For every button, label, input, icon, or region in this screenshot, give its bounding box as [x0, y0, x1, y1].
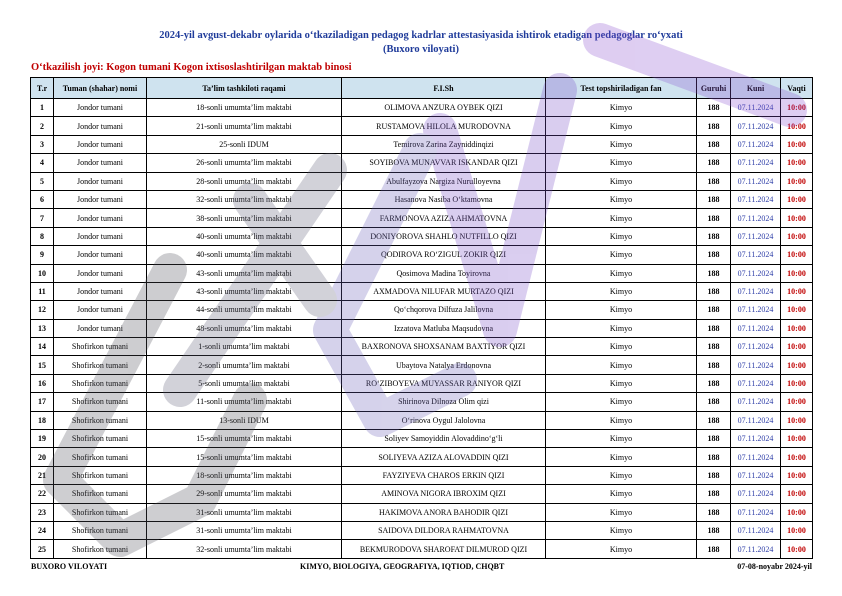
full-name: QODIROVA RO‘ZIGUL ZOKIR QIZI: [342, 246, 546, 264]
full-name: Qosimova Madina Toyirovna: [342, 264, 546, 282]
full-name: BAXRONOVA SHOXSANAM BAXTIYOR QIZI: [342, 338, 546, 356]
school-name: 18-sonli umumta’lim maktabi: [147, 99, 342, 117]
school-name: 48-sonli umumta’lim maktabi: [147, 319, 342, 337]
row-number: 11: [31, 282, 54, 300]
school-name: 29-sonli umumta’lim maktabi: [147, 485, 342, 503]
subject: Kimyo: [546, 393, 697, 411]
exam-date: 07.11.2024: [731, 466, 781, 484]
exam-time: 10:00: [781, 117, 813, 135]
district-name: Jondor tumani: [54, 172, 147, 190]
school-name: 32-sonli umumta’lim maktabi: [147, 190, 342, 208]
full-name: HAKIMOVA ANORA BAHODIR QIZI: [342, 503, 546, 521]
subject: Kimyo: [546, 99, 697, 117]
exam-time: 10:00: [781, 521, 813, 539]
group: 188: [697, 411, 731, 429]
group: 188: [697, 246, 731, 264]
full-name: SAIDOVA DILDORA RAHMATOVNA: [342, 521, 546, 539]
group: 188: [697, 264, 731, 282]
exam-time: 10:00: [781, 264, 813, 282]
footer-region: BUXORO VILOYATI: [31, 562, 108, 571]
exam-date: 07.11.2024: [731, 430, 781, 448]
subject: Kimyo: [546, 374, 697, 392]
subject: Kimyo: [546, 246, 697, 264]
exam-date: 07.11.2024: [731, 227, 781, 245]
exam-date: 07.11.2024: [731, 374, 781, 392]
exam-date: 07.11.2024: [731, 209, 781, 227]
header-cell: F.I.Sh: [342, 78, 546, 99]
full-name: FAYZIYEVA CHAROS ERKIN QIZI: [342, 466, 546, 484]
district-name: Jondor tumani: [54, 319, 147, 337]
table-row: [31, 430, 813, 448]
table-row: [31, 356, 813, 374]
exam-time: 10:00: [781, 209, 813, 227]
group: 188: [697, 301, 731, 319]
table-row: [31, 117, 813, 135]
subject: Kimyo: [546, 338, 697, 356]
exam-time: 10:00: [781, 411, 813, 429]
header-cell: Test topshiriladigan fan: [546, 78, 697, 99]
group: 188: [697, 117, 731, 135]
district-name: Shofirkon tumani: [54, 503, 147, 521]
row-number: 7: [31, 209, 54, 227]
school-name: 40-sonli umumta’lim maktabi: [147, 246, 342, 264]
exam-date: 07.11.2024: [731, 503, 781, 521]
exam-date: 07.11.2024: [731, 319, 781, 337]
full-name: SOLIYEVA AZIZA ALOVADDIN QIZI: [342, 448, 546, 466]
table-row: [31, 411, 813, 429]
subject: Kimyo: [546, 117, 697, 135]
district-name: Jondor tumani: [54, 135, 147, 153]
school-name: 5-sonli umumta’lim maktabi: [147, 374, 342, 392]
subject: Kimyo: [546, 301, 697, 319]
row-number: 1: [31, 99, 54, 117]
exam-date: 07.11.2024: [731, 448, 781, 466]
table-row: [31, 485, 813, 503]
row-number: 23: [31, 503, 54, 521]
group: 188: [697, 430, 731, 448]
school-name: 31-sonli umumta’lim maktabi: [147, 521, 342, 539]
group: 188: [697, 282, 731, 300]
row-number: 16: [31, 374, 54, 392]
exam-time: 10:00: [781, 356, 813, 374]
school-name: 13-sonli IDUM: [147, 411, 342, 429]
row-number: 3: [31, 135, 54, 153]
exam-date: 07.11.2024: [731, 411, 781, 429]
row-number: 18: [31, 411, 54, 429]
table-row: [31, 503, 813, 521]
group: 188: [697, 154, 731, 172]
full-name: Izzatova Matluba Maqsudovna: [342, 319, 546, 337]
district-name: Jondor tumani: [54, 99, 147, 117]
subject: Kimyo: [546, 172, 697, 190]
row-number: 6: [31, 190, 54, 208]
subject: Kimyo: [546, 154, 697, 172]
row-number: 4: [31, 154, 54, 172]
exam-date: 07.11.2024: [731, 521, 781, 539]
table-row: [31, 393, 813, 411]
participants-table: [30, 77, 813, 559]
subject: Kimyo: [546, 190, 697, 208]
full-name: Ubaytova Natalya Erdonovna: [342, 356, 546, 374]
exam-time: 10:00: [781, 466, 813, 484]
district-name: Jondor tumani: [54, 246, 147, 264]
table-row: [31, 190, 813, 208]
subject: Kimyo: [546, 521, 697, 539]
exam-time: 10:00: [781, 227, 813, 245]
district-name: Shofirkon tumani: [54, 430, 147, 448]
exam-date: 07.11.2024: [731, 393, 781, 411]
subject: Kimyo: [546, 282, 697, 300]
full-name: Qo‘chqorova Dilfuza Jalilovna: [342, 301, 546, 319]
subject: Kimyo: [546, 264, 697, 282]
table-row: [31, 154, 813, 172]
group: 188: [697, 521, 731, 539]
school-name: 40-sonli umumta’lim maktabi: [147, 227, 342, 245]
table-row: [31, 172, 813, 190]
table-row: [31, 135, 813, 153]
group: 188: [697, 356, 731, 374]
table-row: [31, 282, 813, 300]
table-row: [31, 99, 813, 117]
table-row: [31, 246, 813, 264]
row-number: 8: [31, 227, 54, 245]
school-name: 43-sonli umumta’lim maktabi: [147, 264, 342, 282]
row-number: 25: [31, 540, 54, 558]
group: 188: [697, 540, 731, 558]
district-name: Jondor tumani: [54, 227, 147, 245]
footer-subjects: KIMYO, BIOLOGIYA, GEOGRAFIYA, IQTIOD, CHQBT: [300, 562, 505, 571]
exam-time: 10:00: [781, 301, 813, 319]
school-name: 26-sonli umumta’lim maktabi: [147, 154, 342, 172]
row-number: 15: [31, 356, 54, 374]
subject: Kimyo: [546, 135, 697, 153]
table-header-row: [31, 78, 813, 99]
school-name: 1-sonli umumta’lim maktabi: [147, 338, 342, 356]
district-name: Jondor tumani: [54, 154, 147, 172]
group: 188: [697, 393, 731, 411]
full-name: AXMADOVA NILUFAR MURTAZO QIZI: [342, 282, 546, 300]
subject: Kimyo: [546, 319, 697, 337]
exam-location: O‘tkazilish joyi: Kogon tumani Kogon ixtisoslashtirilgan maktab binosi: [31, 62, 352, 73]
table-row: [31, 521, 813, 539]
district-name: Shofirkon tumani: [54, 338, 147, 356]
full-name: SOYIBOVA MUNAVVAR ISKANDAR QIZI: [342, 154, 546, 172]
full-name: O‘rinova Oygul Jalolovna: [342, 411, 546, 429]
group: 188: [697, 503, 731, 521]
header-cell: Guruhi: [697, 78, 731, 99]
document-title: 2024-yil avgust-dekabr oylarida o‘tkaziladigan pedagog kadrlar attestasiyasida ishtirok etadigan pedagoglar ro‘yxati: [159, 30, 683, 41]
row-number: 14: [31, 338, 54, 356]
group: 188: [697, 209, 731, 227]
exam-date: 07.11.2024: [731, 301, 781, 319]
school-name: 18-sonli umumta’lim maktabi: [147, 466, 342, 484]
group: 188: [697, 338, 731, 356]
exam-time: 10:00: [781, 190, 813, 208]
full-name: RO‘ZIBOYEVA MUYASSAR RANIYOR QIZI: [342, 374, 546, 392]
header-cell: Vaqti: [781, 78, 813, 99]
district-name: Shofirkon tumani: [54, 466, 147, 484]
exam-time: 10:00: [781, 430, 813, 448]
table-row: [31, 466, 813, 484]
table-row: [31, 338, 813, 356]
exam-date: 07.11.2024: [731, 135, 781, 153]
school-name: 38-sonli umumta’lim maktabi: [147, 209, 342, 227]
district-name: Jondor tumani: [54, 301, 147, 319]
district-name: Shofirkon tumani: [54, 485, 147, 503]
exam-time: 10:00: [781, 246, 813, 264]
district-name: Shofirkon tumani: [54, 540, 147, 558]
district-name: Jondor tumani: [54, 264, 147, 282]
full-name: Temirova Zarina Zayniddinqizi: [342, 135, 546, 153]
full-name: Hasanova Nasiba O‘ktamovna: [342, 190, 546, 208]
group: 188: [697, 485, 731, 503]
row-number: 2: [31, 117, 54, 135]
exam-date: 07.11.2024: [731, 356, 781, 374]
exam-time: 10:00: [781, 374, 813, 392]
row-number: 22: [31, 485, 54, 503]
row-number: 19: [31, 430, 54, 448]
row-number: 5: [31, 172, 54, 190]
school-name: 15-sonli umumta’lim maktabi: [147, 430, 342, 448]
full-name: OLIMOVA ANZURA OYBEK QIZI: [342, 99, 546, 117]
district-name: Shofirkon tumani: [54, 374, 147, 392]
district-name: Jondor tumani: [54, 117, 147, 135]
subject: Kimyo: [546, 227, 697, 245]
document-subtitle: (Buxoro viloyati): [383, 44, 459, 55]
table-row: [31, 227, 813, 245]
district-name: Jondor tumani: [54, 190, 147, 208]
table-row: [31, 209, 813, 227]
group: 188: [697, 135, 731, 153]
full-name: BEKMURODOVA SHAROFAT DILMUROD QIZI: [342, 540, 546, 558]
district-name: Shofirkon tumani: [54, 411, 147, 429]
school-name: 2-sonli umumta’lim maktabi: [147, 356, 342, 374]
district-name: Jondor tumani: [54, 209, 147, 227]
exam-time: 10:00: [781, 282, 813, 300]
subject: Kimyo: [546, 448, 697, 466]
table-row: [31, 301, 813, 319]
school-name: 15-sonli umumta’lim maktabi: [147, 448, 342, 466]
group: 188: [697, 448, 731, 466]
district-name: Shofirkon tumani: [54, 356, 147, 374]
row-number: 20: [31, 448, 54, 466]
subject: Kimyo: [546, 485, 697, 503]
exam-time: 10:00: [781, 154, 813, 172]
group: 188: [697, 319, 731, 337]
row-number: 12: [31, 301, 54, 319]
exam-time: 10:00: [781, 503, 813, 521]
full-name: RUSTAMOVA HILOLA MURODOVNA: [342, 117, 546, 135]
school-name: 32-sonli umumta’lim maktabi: [147, 540, 342, 558]
district-name: Shofirkon tumani: [54, 393, 147, 411]
full-name: FARMONOVA AZIZA AHMATOVNA: [342, 209, 546, 227]
table-row: [31, 319, 813, 337]
exam-date: 07.11.2024: [731, 172, 781, 190]
exam-time: 10:00: [781, 135, 813, 153]
header-cell: T.r: [31, 78, 54, 99]
group: 188: [697, 190, 731, 208]
exam-time: 10:00: [781, 540, 813, 558]
subject: Kimyo: [546, 540, 697, 558]
subject: Kimyo: [546, 503, 697, 521]
district-name: Shofirkon tumani: [54, 521, 147, 539]
exam-date: 07.11.2024: [731, 246, 781, 264]
district-name: Shofirkon tumani: [54, 448, 147, 466]
exam-date: 07.11.2024: [731, 540, 781, 558]
header-cell: Ta’lim tashkiloti raqami: [147, 78, 342, 99]
exam-date: 07.11.2024: [731, 154, 781, 172]
exam-date: 07.11.2024: [731, 190, 781, 208]
row-number: 17: [31, 393, 54, 411]
subject: Kimyo: [546, 466, 697, 484]
row-number: 24: [31, 521, 54, 539]
exam-date: 07.11.2024: [731, 117, 781, 135]
row-number: 21: [31, 466, 54, 484]
district-name: Jondor tumani: [54, 282, 147, 300]
school-name: 11-sonli umumta’lim maktabi: [147, 393, 342, 411]
full-name: AMINOVA NIGORA IBROXIM QIZI: [342, 485, 546, 503]
table-row: [31, 374, 813, 392]
table-row: [31, 540, 813, 558]
exam-time: 10:00: [781, 448, 813, 466]
exam-date: 07.11.2024: [731, 99, 781, 117]
subject: Kimyo: [546, 356, 697, 374]
footer-dates: 07-08-noyabr 2024-yil: [737, 562, 812, 571]
table-row: [31, 264, 813, 282]
exam-time: 10:00: [781, 485, 813, 503]
exam-date: 07.11.2024: [731, 282, 781, 300]
group: 188: [697, 227, 731, 245]
row-number: 10: [31, 264, 54, 282]
table-row: [31, 448, 813, 466]
group: 188: [697, 99, 731, 117]
full-name: DONIYOROVA SHAHLO NUTFILLO QIZI: [342, 227, 546, 245]
full-name: Soliyev Samoyiddin Alovaddino‘g‘li: [342, 430, 546, 448]
full-name: Shirinova Dilnoza Olim qizi: [342, 393, 546, 411]
group: 188: [697, 374, 731, 392]
exam-time: 10:00: [781, 99, 813, 117]
full-name: Abulfayzova Nargiza Nurulloyevna: [342, 172, 546, 190]
school-name: 21-sonli umumta’lim maktabi: [147, 117, 342, 135]
group: 188: [697, 172, 731, 190]
exam-time: 10:00: [781, 319, 813, 337]
school-name: 44-sonli umumta’lim maktabi: [147, 301, 342, 319]
exam-time: 10:00: [781, 338, 813, 356]
school-name: 43-sonli umumta’lim maktabi: [147, 282, 342, 300]
header-cell: Kuni: [731, 78, 781, 99]
exam-date: 07.11.2024: [731, 338, 781, 356]
row-number: 13: [31, 319, 54, 337]
school-name: 28-sonli umumta’lim maktabi: [147, 172, 342, 190]
exam-date: 07.11.2024: [731, 485, 781, 503]
subject: Kimyo: [546, 209, 697, 227]
subject: Kimyo: [546, 411, 697, 429]
group: 188: [697, 466, 731, 484]
exam-date: 07.11.2024: [731, 264, 781, 282]
exam-time: 10:00: [781, 393, 813, 411]
school-name: 25-sonli IDUM: [147, 135, 342, 153]
subject: Kimyo: [546, 430, 697, 448]
row-number: 9: [31, 246, 54, 264]
exam-time: 10:00: [781, 172, 813, 190]
header-cell: Tuman (shahar) nomi: [54, 78, 147, 99]
school-name: 31-sonli umumta’lim maktabi: [147, 503, 342, 521]
